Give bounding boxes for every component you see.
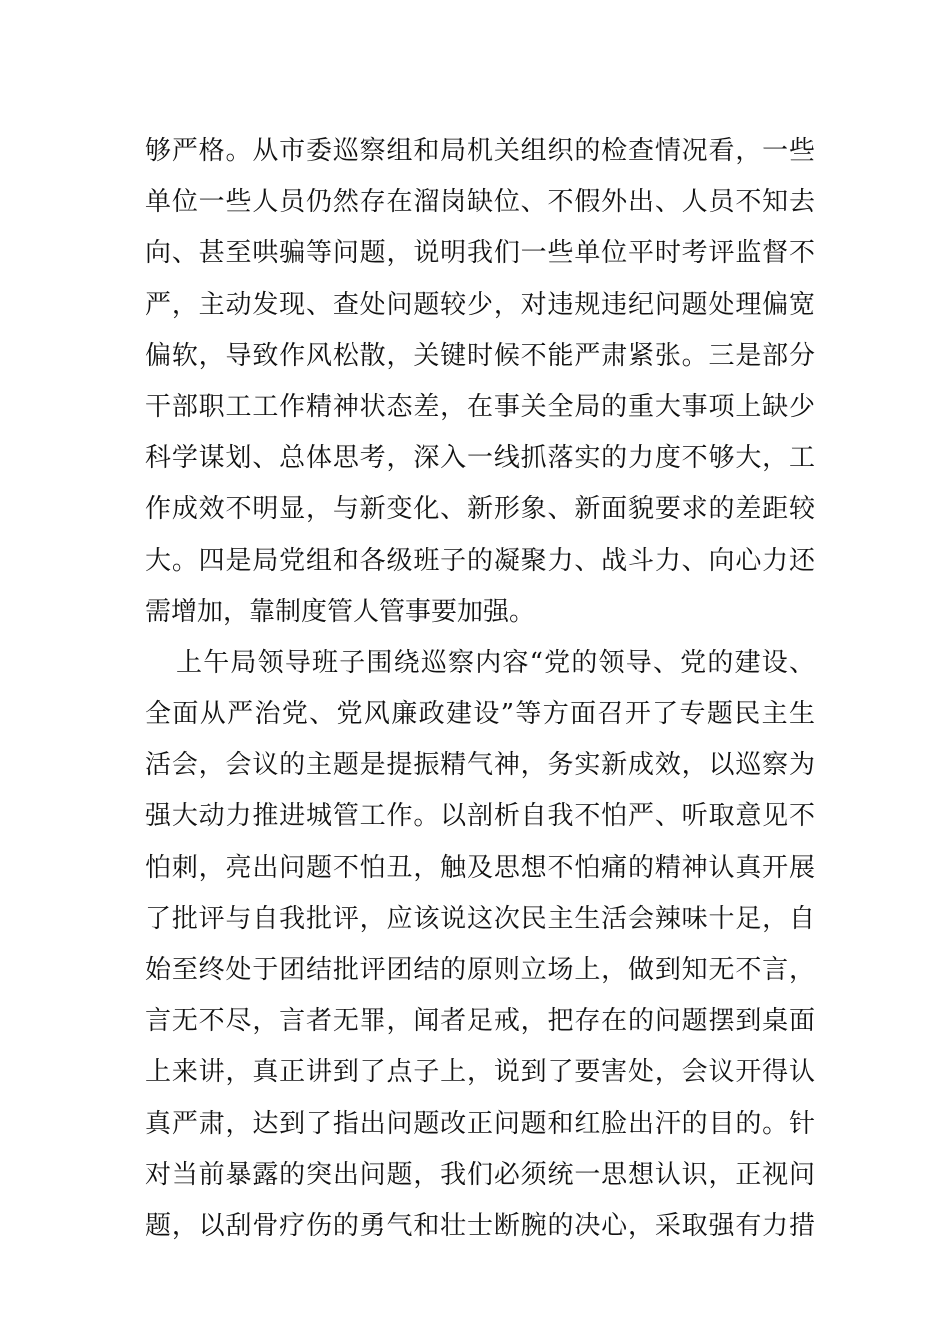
text-line: 上来讲，真正讲到了点子上，说到了要害处，会议开得认: [145, 1057, 815, 1088]
text-line: 始至终处于团结批评团结的原则立场上，做到知无不言，: [145, 955, 815, 985]
document-body: [145, 126, 815, 1252]
text-line: 对当前暴露的突出问题，我们必须统一思想认识，正视问: [145, 1159, 815, 1190]
paragraph-first-line: 上午局领导班子围绕巡察内容“党的领导、党的建设、: [176, 647, 815, 678]
text-line: 题，以刮骨疗伤的勇气和壮士断腕的决心，采取强有力措: [145, 1210, 815, 1241]
text-line: 向、甚至哄骗等问题，说明我们一些单位平时考评监督不: [145, 238, 815, 269]
text-line: 科学谋划、总体思考，深入一线抓落实的力度不够大，工: [145, 443, 815, 474]
text-line: 强大动力推进城管工作。以剖析自我不怕严、听取意见不: [145, 801, 815, 832]
text-line: 了批评与自我批评，应该说这次民主生活会辣味十足，自: [145, 903, 815, 934]
text-line: 干部职工工作精神状态差，在事关全局的重大事项上缺少: [145, 391, 815, 422]
text-line: 全面从严治党、党风廉政建设”等方面召开了专题民主生: [145, 699, 815, 730]
text-line: 严，主动发现、查处问题较少，对违规违纪问题处理偏宽: [145, 289, 815, 320]
text-line: 真严肃，达到了指出问题改正问题和红脸出汗的目的。针: [145, 1108, 815, 1139]
text-line: 偏软，导致作风松散，关键时候不能严肃紧张。三是部分: [145, 340, 815, 371]
text-line: 作成效不明显，与新变化、新形象、新面貌要求的差距较: [145, 494, 815, 525]
text-line: 够严格。从市委巡察组和局机关组织的检查情况看，一些: [145, 136, 815, 166]
text-line: 言无不尽，言者无罪，闻者足戒，把存在的问题摆到桌面: [145, 1006, 815, 1037]
text-line: 怕刺，亮出问题不怕丑，触及思想不怕痛的精神认真开展: [145, 852, 815, 883]
text-line: 需增加，靠制度管人管事要加强。: [145, 596, 536, 627]
text-line: 大。四是局党组和各级班子的凝聚力、战斗力、向心力还: [145, 545, 815, 576]
text-line: 活会，会议的主题是提振精气神，务实新成效，以巡察为: [145, 750, 815, 781]
text-line: 单位一些人员仍然存在溜岗缺位、不假外出、人员不知去: [145, 187, 815, 218]
